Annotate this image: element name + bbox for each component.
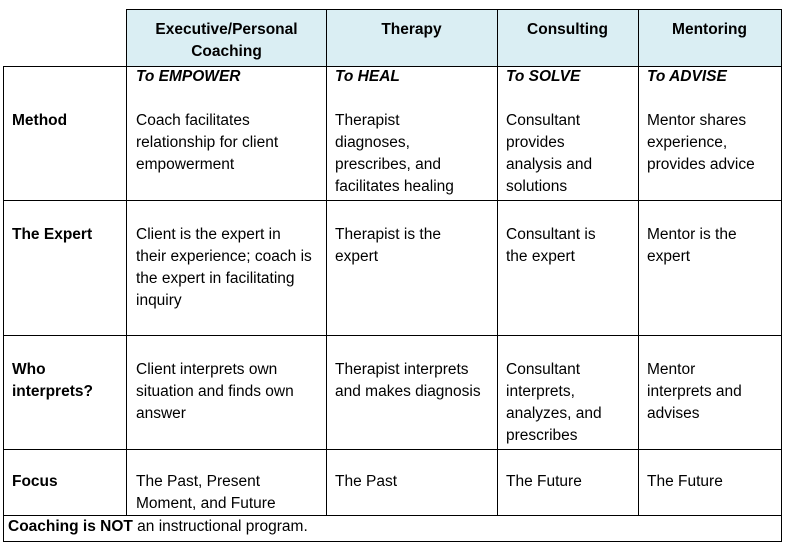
cell-method-therapy bbox=[326, 66, 497, 198]
footer-rest: an instructional program. bbox=[132, 518, 308, 535]
grid-line bbox=[3, 449, 782, 450]
cell-focus-mentoring bbox=[638, 471, 781, 493]
grid-line bbox=[326, 9, 327, 516]
row-label-focus: Focus bbox=[12, 473, 58, 490]
row-label-who-interprets: Who interprets? bbox=[12, 361, 93, 400]
mode-mentoring: To ADVISE bbox=[647, 68, 727, 85]
cell-expert-mentoring bbox=[638, 224, 781, 268]
interprets-consulting-text: Consultant interprets, analyzes, and prescribes bbox=[506, 361, 602, 444]
focus-mentoring-text: The Future bbox=[647, 473, 723, 490]
grid-line bbox=[497, 9, 498, 516]
grid-line bbox=[781, 9, 782, 542]
method-consulting-text: Consultant provides analysis and solutions bbox=[506, 112, 593, 195]
grid-line bbox=[126, 9, 782, 10]
footer-note bbox=[4, 516, 781, 538]
expert-mentoring-text: Mentor is the expert bbox=[647, 226, 737, 265]
grid-line bbox=[126, 9, 127, 516]
interprets-coaching-text: Client interprets own situation and finds own answer bbox=[136, 361, 294, 422]
mode-consulting: To SOLVE bbox=[506, 68, 581, 85]
grid-line bbox=[638, 9, 639, 516]
mode-coaching: To EMPOWER bbox=[136, 68, 241, 85]
cell-focus-coaching bbox=[127, 471, 326, 515]
cell-interprets-consulting bbox=[497, 359, 638, 447]
cell-method-coaching bbox=[127, 66, 326, 176]
grid-line bbox=[3, 66, 782, 67]
focus-therapy-text: The Past bbox=[335, 473, 398, 490]
header-therapy: Therapy bbox=[326, 10, 497, 67]
cell-method-mentoring bbox=[638, 66, 781, 176]
header-consulting: Consulting bbox=[497, 10, 638, 67]
grid-line bbox=[3, 66, 4, 542]
mode-therapy: To HEAL bbox=[335, 68, 400, 85]
cell-focus-therapy bbox=[326, 471, 497, 493]
focus-coaching-text: The Past, Present Moment, and Future bbox=[136, 473, 276, 512]
expert-consulting-text: Consultant is the expert bbox=[506, 226, 596, 265]
row-label-expert: The Expert bbox=[12, 226, 93, 243]
grid-line bbox=[3, 515, 782, 516]
cell-expert-coaching bbox=[127, 224, 326, 312]
focus-consulting-text: The Future bbox=[506, 473, 582, 490]
expert-therapy-text: Therapist is the expert bbox=[335, 226, 441, 265]
footer-bold: Coaching is NOT bbox=[8, 518, 133, 535]
grid-line bbox=[3, 200, 782, 201]
row-label-method: Method bbox=[12, 112, 68, 129]
cell-interprets-mentoring bbox=[638, 359, 781, 425]
expert-coaching-text: Client is the expert in their experience; coach is the expert in facilitating inquiry bbox=[136, 226, 312, 309]
grid-line bbox=[3, 541, 782, 542]
header-coaching: Executive/Personal Coaching bbox=[127, 10, 326, 67]
cell-focus-consulting bbox=[497, 471, 638, 493]
cell-method-consulting bbox=[497, 66, 638, 198]
method-therapy-text: Therapist diagnoses, prescribes, and facilitates healing bbox=[335, 112, 454, 195]
method-coaching-text: Coach facilitates relationship for client empowerment bbox=[136, 112, 279, 173]
interprets-therapy-text: Therapist interprets and makes diagnosis bbox=[335, 361, 481, 400]
cell-interprets-coaching bbox=[127, 359, 326, 425]
cell-expert-therapy bbox=[326, 224, 497, 268]
interprets-mentoring-text: Mentor interprets and advises bbox=[647, 361, 742, 422]
cell-interprets-therapy bbox=[326, 359, 497, 403]
grid-line bbox=[3, 335, 782, 336]
cell-expert-consulting bbox=[497, 224, 638, 268]
header-mentoring: Mentoring bbox=[638, 10, 781, 67]
method-mentoring-text: Mentor shares experience, provides advice bbox=[647, 112, 755, 173]
